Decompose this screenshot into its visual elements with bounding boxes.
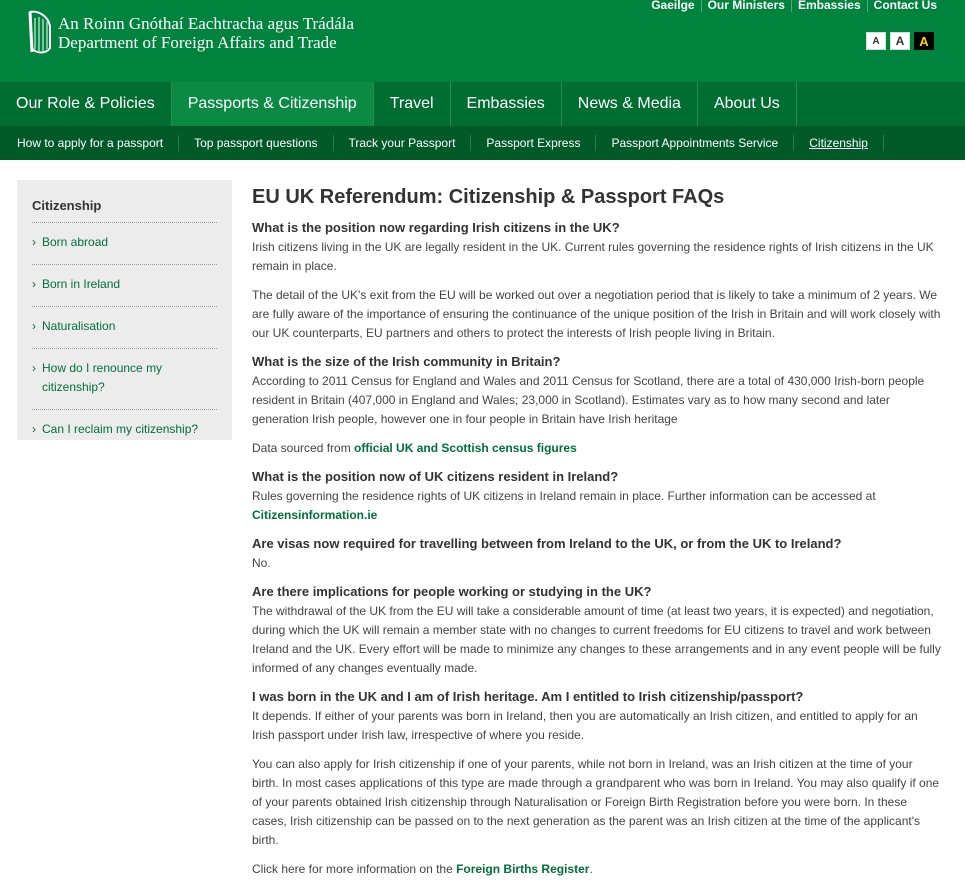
census-figures-link[interactable]: official UK and Scottish census figures bbox=[354, 441, 577, 455]
sidebar-item-label: Can I reclaim my citizenship? bbox=[42, 422, 199, 436]
chevron-right-icon: › bbox=[32, 277, 36, 291]
faq-question: What is the size of the Irish community in Britain? bbox=[252, 354, 561, 369]
sidebar-item-reclaim[interactable] bbox=[32, 410, 217, 451]
subnav-track-passport[interactable]: Track your Passport bbox=[334, 135, 472, 151]
nav-travel[interactable]: Travel bbox=[374, 82, 451, 126]
logo-irish-name: An Roinn Gnóthaí Eachtracha agus Trádála bbox=[58, 14, 355, 33]
site-logo[interactable] bbox=[24, 8, 354, 56]
faq-answer: The detail of the UK's exit from the EU will be worked out over a negotiation period that is likely to take a minimum of 2 years. We are fully aware of the importance of ensuring the continuance of the unique position of the Irish in Britain and will work closely with our UK counterparts, EU partners and others to protect the interests of Irish people living in Britain. bbox=[252, 288, 941, 340]
nav-passports[interactable]: Passports & Citizenship bbox=[172, 82, 374, 126]
top-link-embassies[interactable]: Embassies bbox=[791, 0, 867, 12]
faq-answer-text: Data sourced from bbox=[252, 441, 355, 455]
faq-answer-text: . bbox=[589, 862, 593, 876]
chevron-right-icon: › bbox=[32, 361, 36, 375]
faq-answer-text: Rules governing the residence rights of UK citizens in Ireland remain in place. Further information can be accessed at bbox=[252, 489, 876, 503]
sidebar-title: Citizenship bbox=[32, 180, 217, 223]
subnav-citizenship[interactable]: Citizenship bbox=[794, 135, 884, 151]
top-link-contact[interactable]: Contact Us bbox=[867, 0, 943, 12]
harp-icon bbox=[24, 8, 54, 56]
sidebar-item-label: Naturalisation bbox=[42, 319, 116, 333]
faq-answer: It depends. If either of your parents was born in Ireland, then you are automatically an Irish citizen, and entitled to apply for an Irish passport under Irish law, irrespective of where you reside. bbox=[252, 709, 918, 742]
faq-question: What is the position now regarding Irish citizens in the UK? bbox=[252, 220, 620, 235]
sidebar-item-renounce[interactable] bbox=[32, 349, 217, 410]
faq-question: Are there implications for people working or studying in the UK? bbox=[252, 584, 652, 599]
faq-answer bbox=[252, 439, 942, 458]
faq-answer bbox=[252, 860, 942, 879]
chevron-right-icon: › bbox=[32, 319, 36, 333]
faq-answer: Irish citizens living in the UK are legally resident in the UK. Current rules governing the residence rights of Irish citizens in the UK remain in place. bbox=[252, 240, 934, 273]
faq-answer: The withdrawal of the UK from the EU will take a considerable amount of time (at least two years, it is expected) and negotiation, during which the UK will remain a member state with no changes to current freedoms for EU citizens to travel and work between Ireland and the UK. Every effort will be made to minimize any changes to these arrangements and in any event people will be fully informed of any changes eventually made. bbox=[252, 604, 941, 675]
page-title: EU UK Referendum: Citizenship & Passport FAQs bbox=[252, 186, 725, 208]
faq-answer: According to 2011 Census for England and Wales and 2011 Census for Scotland, there are a total of 430,000 Irish-born people resident in Britain (407,000 in England and Wales; 23,000 in Scotland). Estimates vary as to how many second and later generation Irish people, however one in four people in Britain have Irish heritage bbox=[252, 374, 925, 426]
sidebar-item-naturalisation[interactable] bbox=[32, 307, 217, 349]
subnav-how-to-apply[interactable]: How to apply for a passport bbox=[2, 135, 179, 151]
faq-question: I was born in the UK and I am of Irish heritage. Am I entitled to Irish citizenship/passport? bbox=[252, 689, 804, 704]
logo-english-name: Department of Foreign Affairs and Trade bbox=[58, 33, 337, 52]
foreign-births-register-link[interactable]: Foreign Births Register bbox=[456, 862, 590, 876]
site-header bbox=[0, 0, 965, 82]
top-link-ministers[interactable]: Our Ministers bbox=[701, 0, 791, 12]
sidebar-item-born-abroad[interactable] bbox=[32, 223, 217, 265]
faq-answer bbox=[252, 487, 942, 525]
main-nav bbox=[0, 82, 965, 126]
subnav-appointments[interactable]: Passport Appointments Service bbox=[596, 135, 794, 151]
citizens-information-link[interactable]: Citizensinformation.ie bbox=[252, 508, 378, 522]
faq-answer: No. bbox=[252, 556, 271, 570]
sidebar-item-label: Born in Ireland bbox=[42, 277, 121, 291]
sub-nav bbox=[0, 126, 965, 160]
main-content bbox=[252, 184, 942, 887]
subnav-top-questions[interactable]: Top passport questions bbox=[179, 135, 333, 151]
faq-question: What is the position now of UK citizens resident in Ireland? bbox=[252, 469, 619, 484]
nav-embassies[interactable]: Embassies bbox=[451, 82, 562, 126]
top-link-gaeilge[interactable]: Gaeilge bbox=[651, 0, 695, 12]
nav-about-us[interactable]: About Us bbox=[698, 82, 797, 126]
text-size-small-button[interactable]: A bbox=[866, 32, 886, 50]
faq-answer-text: Click here for more information on the bbox=[252, 862, 457, 876]
text-size-controls bbox=[866, 32, 934, 50]
chevron-right-icon: › bbox=[32, 422, 36, 436]
chevron-right-icon: › bbox=[32, 235, 36, 249]
nav-our-role[interactable]: Our Role & Policies bbox=[0, 82, 172, 126]
top-links bbox=[645, 0, 943, 12]
faq-answer: You can also apply for Irish citizenship if one of your parents, while not born in Ireland, was an Irish citizen at the time of your birth. In most cases applications of this type are made through a grandparent who was born in Ireland. You may also qualify if one of your parents obtained Irish citizenship through Naturalisation or Foreign Birth Registration before you were born. In these cases, Irish citizenship can be passed on to the next generation as the parent was an Irish citizen at the time of the applicant's birth. bbox=[252, 757, 940, 847]
nav-news-media[interactable]: News & Media bbox=[562, 82, 698, 126]
sidebar-item-label: Born abroad bbox=[42, 235, 109, 249]
high-contrast-button[interactable]: A bbox=[914, 32, 934, 50]
sidebar bbox=[17, 180, 232, 440]
subnav-passport-express[interactable]: Passport Express bbox=[471, 135, 596, 151]
faq-question: Are visas now required for travelling between from Ireland to the UK, or from the UK to Ireland? bbox=[252, 536, 842, 551]
sidebar-item-label: How do I renounce my citizenship? bbox=[42, 361, 163, 394]
text-size-medium-button[interactable]: A bbox=[890, 32, 910, 50]
sidebar-item-born-in-ireland[interactable] bbox=[32, 265, 217, 307]
